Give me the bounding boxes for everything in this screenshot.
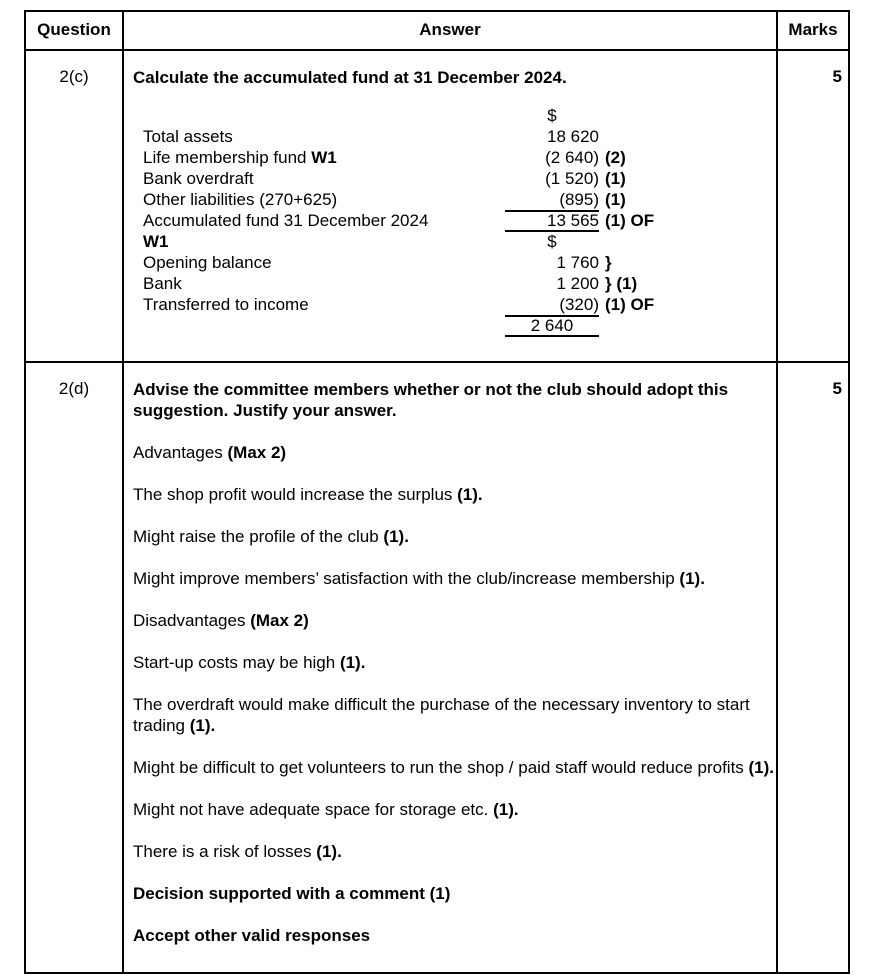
- calc-label: Life membership fund W1: [143, 148, 337, 167]
- calc-line: [143, 168, 776, 189]
- calc-amount: (895): [559, 190, 599, 209]
- working-mark: }: [605, 253, 612, 272]
- working-line: [143, 294, 776, 315]
- calc-label: Accumulated fund 31 December 2024: [143, 211, 429, 230]
- table-row-2c: [26, 51, 848, 363]
- answer-point: Accept other valid responses: [133, 926, 371, 945]
- working-amount: (320): [559, 295, 599, 314]
- answer-point: The overdraft would make difficult the purchase of the necessary inventory to start trading (1).: [133, 695, 750, 735]
- calc-mark: (1) OF: [605, 211, 655, 230]
- answer-point: The shop profit would increase the surplus (1).: [133, 485, 483, 504]
- answer-point: Might improve members’ satisfaction with the club/increase membership (1).: [133, 569, 705, 588]
- answer-cell: [124, 363, 778, 972]
- working-title: W1: [143, 232, 169, 251]
- currency-header: $: [547, 106, 557, 125]
- working-line: [143, 252, 776, 273]
- question-prompt: Calculate the accumulated fund at 31 December 2024.: [133, 68, 567, 87]
- question-number: 2(d): [26, 363, 124, 972]
- calc-mark: (1): [605, 190, 626, 209]
- calc-amount: (1 520): [545, 169, 599, 188]
- answer-point: Disadvantages (Max 2): [133, 611, 309, 630]
- calc-amount: (2 640): [545, 148, 599, 167]
- header-answer: Answer: [124, 12, 778, 49]
- working-total: 2 640: [505, 315, 599, 337]
- mark-scheme-table: [24, 10, 850, 974]
- calc-line: [143, 189, 776, 210]
- question-prompt: Advise the committee members whether or not the club should adopt this suggestion. Justify your answer.: [133, 380, 729, 420]
- working-amount: 1 760: [556, 253, 599, 272]
- working-label: Bank: [143, 274, 182, 293]
- answer-point: There is a risk of losses (1).: [133, 842, 342, 861]
- working-mark: } (1): [605, 274, 638, 293]
- question-number: 2(c): [26, 51, 124, 361]
- calc-mark: [599, 126, 605, 147]
- calc-amount: 18 620: [547, 127, 599, 146]
- answer-point: Might raise the profile of the club (1).: [133, 527, 409, 546]
- calc-label: Total assets: [143, 127, 233, 146]
- calc-label: Other liabilities (270+625): [143, 190, 338, 209]
- working-total-line: [143, 315, 776, 336]
- answer-cell: [124, 51, 778, 361]
- answer-point: Might be difficult to get volunteers to run the shop / paid staff would reduce profits (1).: [133, 758, 775, 777]
- marks-value: 5: [832, 379, 842, 398]
- working-line: [143, 273, 776, 294]
- calc-label: Bank overdraft: [143, 169, 254, 188]
- table-row-2d: [26, 363, 848, 972]
- calc-line: [143, 126, 776, 147]
- marks-value: 5: [832, 67, 842, 86]
- calc-line: [143, 147, 776, 168]
- currency-header: $: [547, 232, 557, 251]
- answer-point: Start-up costs may be high (1).: [133, 653, 366, 672]
- calc-mark: (2): [605, 148, 626, 167]
- working-header: [143, 231, 776, 252]
- calc-total-amount: 13 565: [505, 210, 599, 232]
- answer-point: Might not have adequate space for storage etc. (1).: [133, 800, 519, 819]
- calc-total-line: [143, 210, 776, 231]
- working-label: Opening balance: [143, 253, 272, 272]
- working-label: Transferred to income: [143, 295, 309, 314]
- accumulated-fund-calculation: [143, 105, 776, 336]
- working-amount: 1 200: [556, 274, 599, 293]
- header-question: Question: [26, 12, 124, 49]
- header-marks: Marks: [788, 20, 838, 39]
- answer-point: Decision supported with a comment (1): [133, 884, 451, 903]
- answer-points: [133, 442, 776, 946]
- answer-point: Advantages (Max 2): [133, 443, 287, 462]
- calc-line: [143, 105, 776, 126]
- calc-mark: (1): [605, 169, 626, 188]
- working-mark: (1) OF: [605, 295, 655, 314]
- table-header-row: [26, 12, 848, 51]
